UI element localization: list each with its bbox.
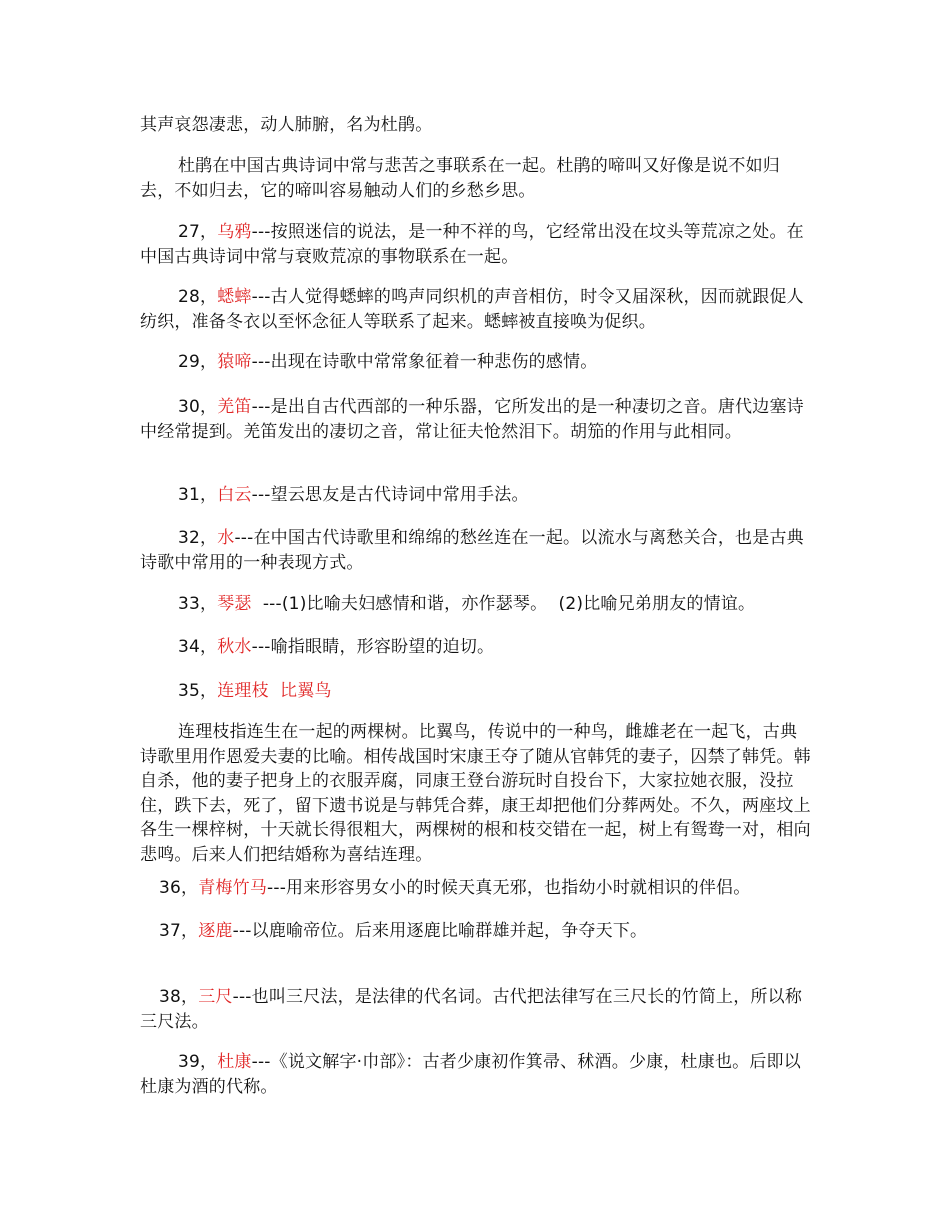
entry-37 bbox=[140, 919, 812, 944]
entry-number: 34， bbox=[178, 637, 218, 657]
paragraph-cuckoo bbox=[140, 154, 812, 203]
entry-term: 乌鸦 bbox=[217, 222, 252, 242]
entry-text: ---古人觉得蟋蟀的鸣声同织机的声音相仿，时令又届深秋，因而就跟促人纺织，准备冬衣以至怀念征人等联系了起来。蟋蟀被直接唤为促织。 bbox=[140, 287, 804, 332]
entry-text: ---喻指眼睛，形容盼望的迫切。 bbox=[251, 637, 495, 657]
entry-term: 青梅竹马 bbox=[198, 878, 268, 898]
entry-number: 30， bbox=[178, 397, 218, 417]
entry-number: 37， bbox=[159, 921, 199, 941]
entry-term: 杜康 bbox=[217, 1052, 252, 1072]
entry-29 bbox=[140, 350, 812, 375]
entry-text: ---《说文解字·巾部》：古者少康初作箕帚、秫酒。少康，杜康也。后即以杜康为酒的代称。 bbox=[140, 1052, 801, 1097]
entry-34 bbox=[140, 635, 812, 660]
entry-text: ---用来形容男女小的时候天真无邪，也指幼小时就相识的伴侣。 bbox=[267, 878, 751, 898]
entry-number: 28， bbox=[178, 287, 218, 307]
entry-text: ---也叫三尺法，是法律的代名词。古代把法律写在三尺长的竹简上，所以称三尺法。 bbox=[140, 987, 803, 1032]
entry-term: 水 bbox=[217, 528, 235, 548]
entry-33 bbox=[140, 592, 812, 617]
paragraph-text: 连理枝指连生在一起的两棵树。比翼鸟，传说中的一种鸟，雌雄老在一起飞，古典诗歌里用作恩爱夫妻的比喻。相传战国时宋康王夺了随从官韩凭的妻子，囚禁了韩凭。韩自杀，他的妻子把身上的衣服弄腐，同康王登台游玩时自投台下，大家拉她衣服，没拉住，跌下去，死了，留下遗书说是与韩凭合葬，康王却把他们分葬两处。不久，两座坟上各生一棵梓树，十天就长得很粗大，两棵树的根和枝交错在一起，树上有鸳鸯一对，相向悲鸣。后来人们把结婚称为喜结连理。 bbox=[140, 722, 811, 865]
paragraph-lianli bbox=[140, 720, 812, 867]
entry-39 bbox=[140, 1050, 812, 1099]
entry-term: 猿啼 bbox=[217, 352, 252, 372]
paragraph-text: 杜鹃在中国古典诗词中常与悲苦之事联系在一起。杜鹃的啼叫又好像是说不如归去，不如归去，它的啼叫容易触动人们的乡愁乡思。 bbox=[140, 156, 780, 201]
entry-number: 29， bbox=[178, 352, 218, 372]
entry-term: 连理枝 比翼鸟 bbox=[217, 681, 332, 701]
entry-text: ---是出自古代西部的一种乐器，它所发出的是一种凄切之音。唐代边塞诗中经常提到。羌笛发出的凄切之音，常让征夫怆然泪下。胡笳的作用与此相同。 bbox=[140, 397, 804, 442]
entry-38 bbox=[140, 985, 812, 1034]
entry-27 bbox=[140, 220, 812, 269]
entry-number: 39， bbox=[178, 1052, 218, 1072]
entry-text: ---出现在诗歌中常常象征着一种悲伤的感情。 bbox=[251, 352, 598, 372]
entry-text: ---按照迷信的说法，是一种不祥的鸟，它经常出没在坟头等荒凉之处。在中国古典诗词中常与衰败荒凉的事物联系在一起。 bbox=[140, 222, 804, 267]
entry-number: 32， bbox=[178, 528, 218, 548]
entry-term: 三尺 bbox=[198, 987, 233, 1007]
entry-term: 秋水 bbox=[217, 637, 252, 657]
entry-term: 蟋蟀 bbox=[217, 287, 252, 307]
entry-36 bbox=[140, 876, 812, 901]
entry-term: 羌笛 bbox=[217, 397, 252, 417]
entry-number: 31， bbox=[178, 485, 218, 505]
entry-number: 38， bbox=[159, 987, 199, 1007]
entry-term: 逐鹿 bbox=[198, 921, 233, 941]
entry-text: ---以鹿喻帝位。后来用逐鹿比喻群雄并起，争夺天下。 bbox=[232, 921, 648, 941]
entry-number: 35， bbox=[178, 681, 218, 701]
entry-32 bbox=[140, 526, 812, 575]
paragraph-cuckoo-sound bbox=[140, 113, 812, 138]
entry-35 bbox=[140, 679, 812, 704]
entry-number: 33， bbox=[178, 594, 218, 614]
entry-30 bbox=[140, 395, 812, 444]
entry-term: 琴瑟 bbox=[217, 594, 252, 614]
entry-number: 27， bbox=[178, 222, 218, 242]
entry-text: ---在中国古代诗歌里和绵绵的愁丝连在一起。以流水与离愁关合，也是古典诗歌中常用的一种表现方式。 bbox=[140, 528, 804, 573]
entry-term: 白云 bbox=[217, 485, 252, 505]
entry-text: ---(1)比喻夫妇感情和谐，亦作瑟琴。 (2)比喻兄弟朋友的情谊。 bbox=[251, 594, 756, 614]
paragraph-text: 其声哀怨凄悲，动人肺腑，名为杜鹃。 bbox=[140, 115, 433, 135]
entry-31 bbox=[140, 483, 812, 508]
entry-text: ---望云思友是古代诗词中常用手法。 bbox=[251, 485, 529, 505]
entry-28 bbox=[140, 285, 812, 334]
entry-number: 36， bbox=[159, 878, 199, 898]
